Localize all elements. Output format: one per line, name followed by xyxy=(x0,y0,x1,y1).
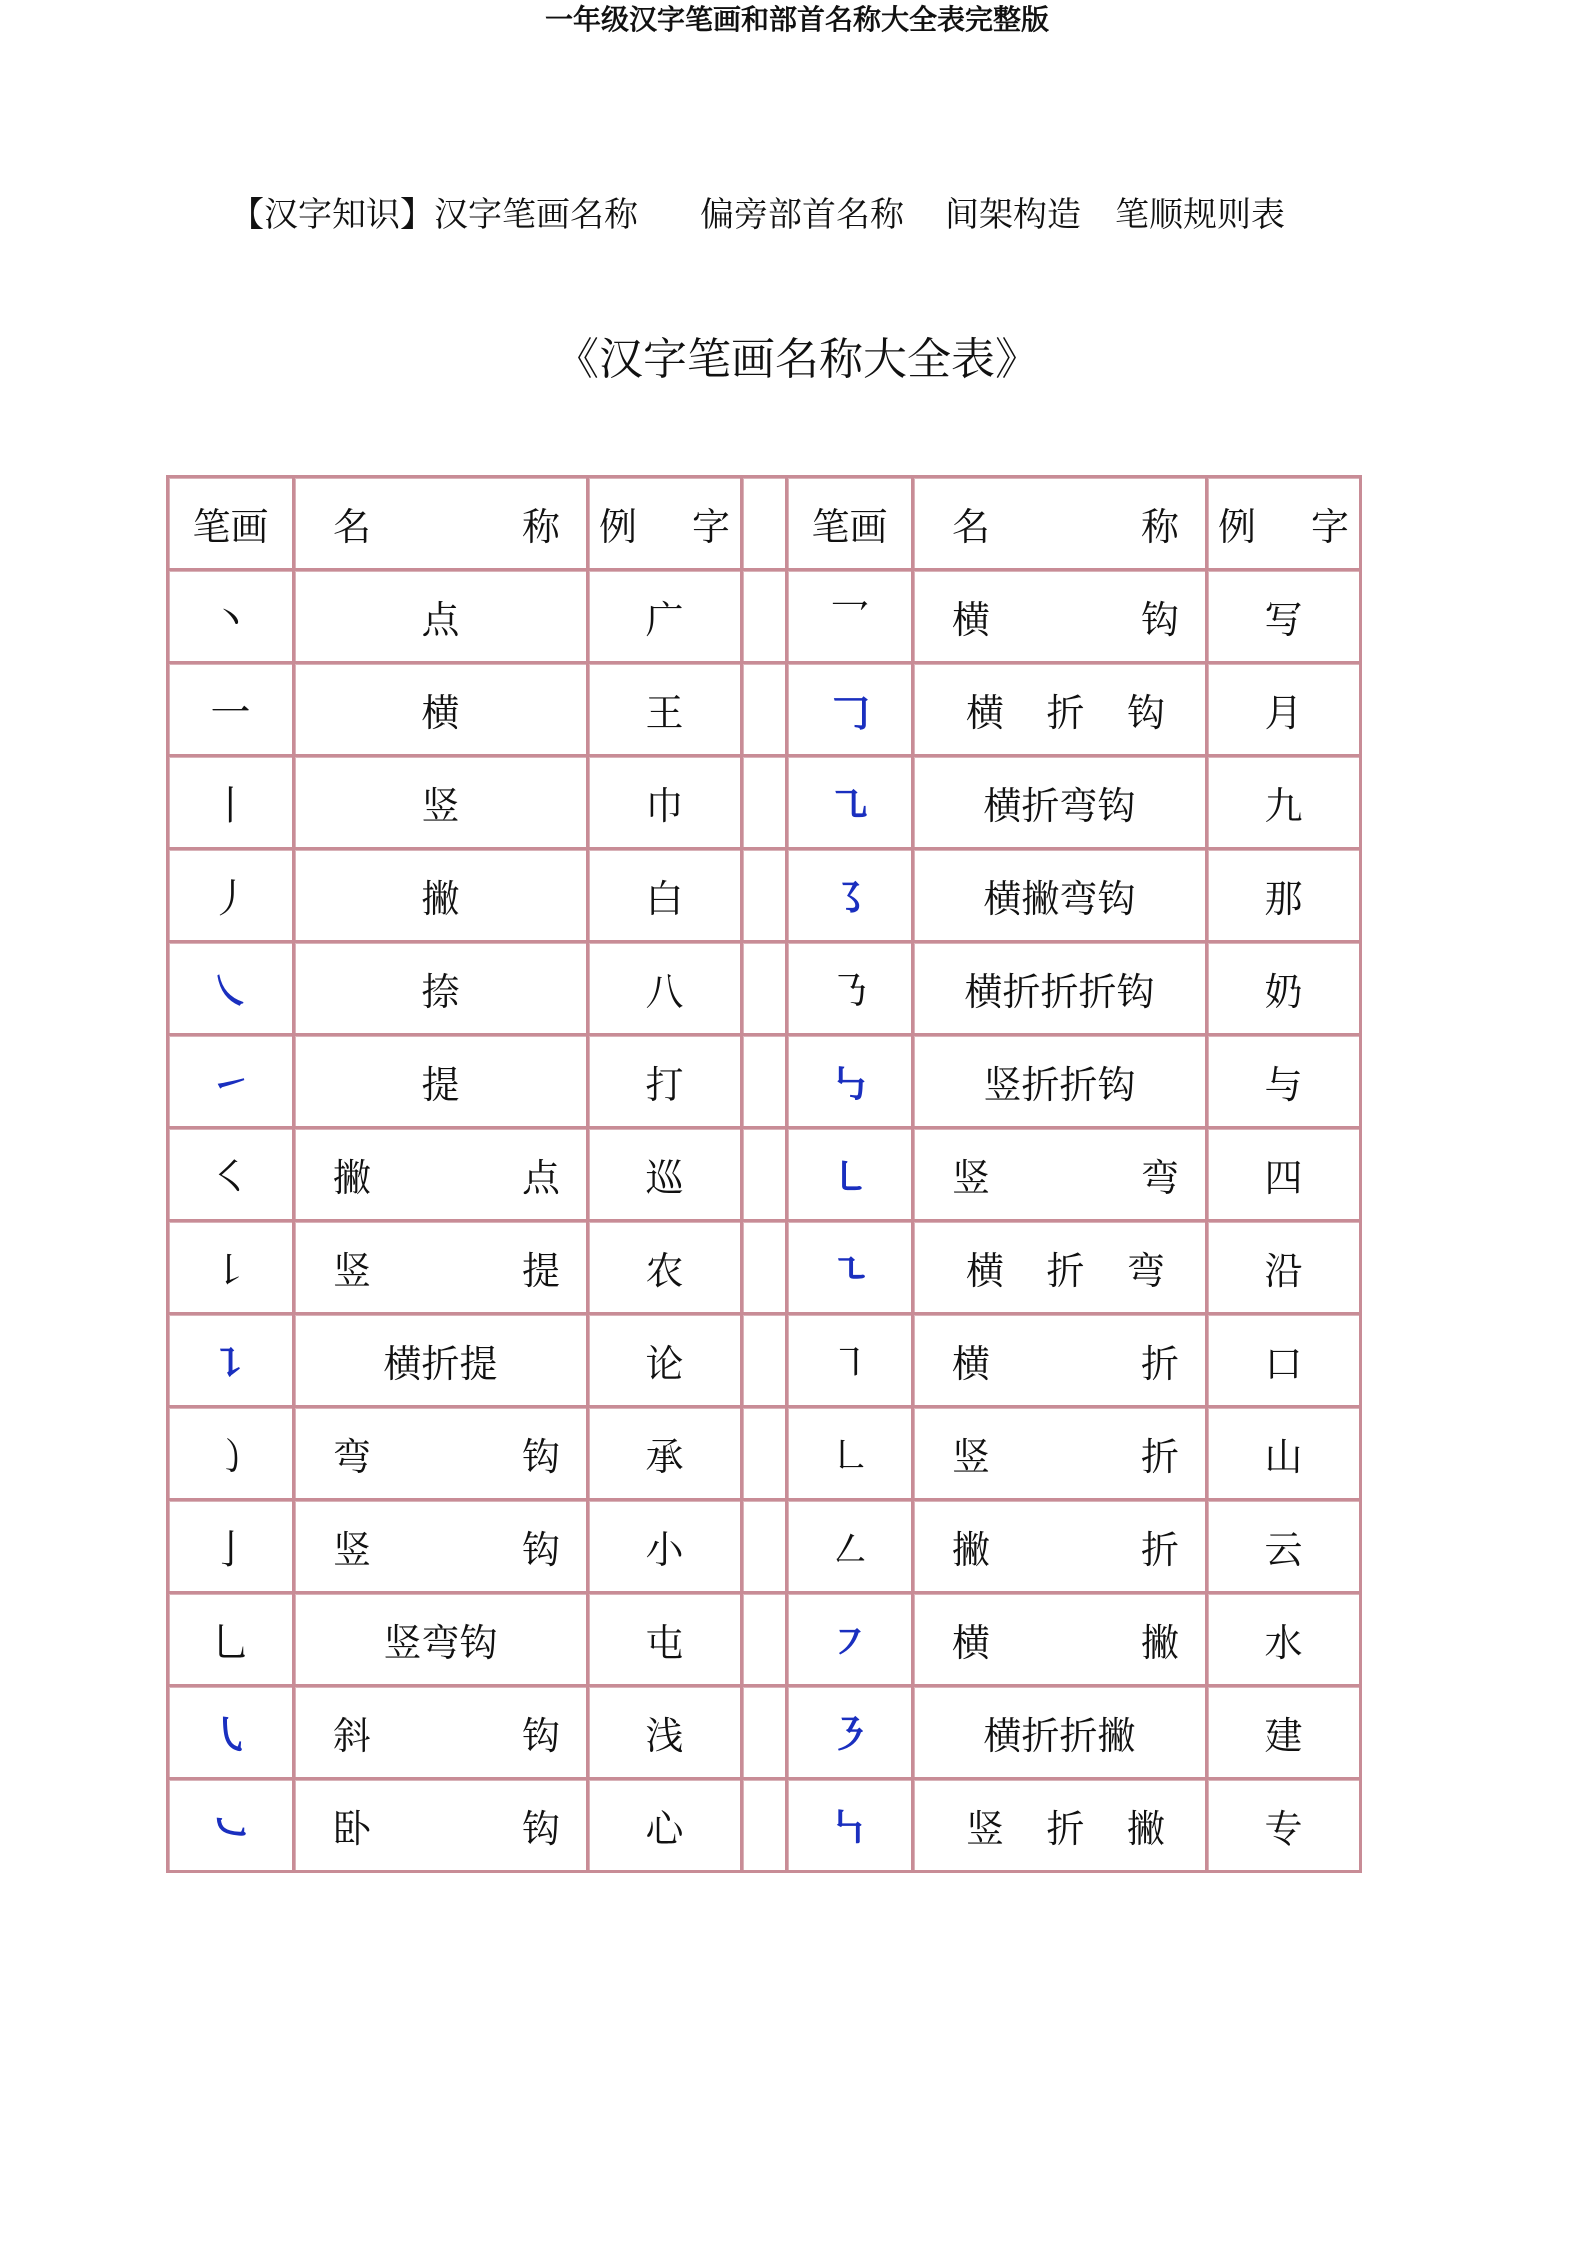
table-row xyxy=(169,1036,1362,1129)
stroke-glyph: ㇊ xyxy=(210,1340,251,1387)
stroke-glyph: ㇌ xyxy=(829,875,870,922)
example-cell xyxy=(1208,943,1362,1036)
table-row xyxy=(169,943,1362,1036)
stroke-name-cell xyxy=(914,1780,1208,1873)
stroke-name: 提 xyxy=(421,1062,460,1107)
stroke-name-cell xyxy=(295,571,589,664)
stroke-name-part: 撇 xyxy=(333,1155,372,1200)
stroke-name-cell xyxy=(914,664,1208,757)
stroke-cell xyxy=(169,1594,295,1687)
header-name-char: 称 xyxy=(521,504,560,549)
stroke-name: 横撇弯钩 xyxy=(983,876,1136,921)
stroke-name-part: 点 xyxy=(521,1155,560,1200)
example-cell xyxy=(589,664,743,757)
stroke-name-part: 竖 xyxy=(966,1806,1005,1851)
stroke-name-part: 钩 xyxy=(521,1527,560,1572)
example-cell xyxy=(1208,664,1362,757)
stroke-glyph: ㇈ xyxy=(829,782,870,829)
example-char: 四 xyxy=(1264,1155,1303,1200)
example-cell xyxy=(1208,850,1362,943)
header-example-char: 字 xyxy=(691,504,730,549)
column-gap xyxy=(743,943,788,1036)
table-row xyxy=(169,850,1362,943)
example-char: 月 xyxy=(1264,690,1303,735)
example-char: 农 xyxy=(645,1248,684,1293)
stroke-cell xyxy=(169,757,295,850)
stroke-name-cell xyxy=(295,1036,589,1129)
header-name xyxy=(914,478,1208,571)
stroke-name-cell xyxy=(295,1780,589,1873)
stroke-name-cell xyxy=(295,1315,589,1408)
stroke-name-part: 折 xyxy=(1046,1806,1085,1851)
stroke-glyph: ㇋ xyxy=(829,1712,870,1759)
stroke-cell xyxy=(169,1222,295,1315)
example-char: 沿 xyxy=(1264,1248,1303,1293)
table-row xyxy=(169,1594,1362,1687)
stroke-cell xyxy=(788,1408,914,1501)
stroke-name-part: 弯 xyxy=(333,1434,372,1479)
example-cell xyxy=(1208,1129,1362,1222)
column-gap xyxy=(743,1129,788,1222)
example-char: 专 xyxy=(1264,1806,1303,1851)
stroke-glyph: ㇜ xyxy=(829,1526,870,1573)
table-header-row xyxy=(169,478,1362,571)
example-cell xyxy=(1208,1501,1362,1594)
stroke-name-part: 钩 xyxy=(521,1434,560,1479)
table-body xyxy=(169,571,1362,1873)
stroke-glyph: ㇍ xyxy=(829,1247,870,1294)
stroke-glyph: ㇂ xyxy=(210,1712,251,1759)
stroke-name: 捺 xyxy=(421,969,460,1014)
stroke-cell xyxy=(169,1780,295,1873)
stroke-name: 竖 xyxy=(421,783,460,828)
example-char: 屯 xyxy=(645,1620,684,1665)
header-stroke: 笔画 xyxy=(788,478,914,571)
stroke-name-part: 竖 xyxy=(333,1527,372,1572)
stroke-name-part: 斜 xyxy=(333,1713,372,1758)
stroke-glyph: ㇕ xyxy=(829,1340,870,1387)
stroke-name-part: 横 xyxy=(966,1248,1005,1293)
example-cell xyxy=(1208,571,1362,664)
stroke-glyph: ㇄ xyxy=(829,1154,870,1201)
subheading-part: 【汉字知识】汉字笔画名称 xyxy=(230,195,638,235)
stroke-glyph: ㇇ xyxy=(829,1619,870,1666)
example-char: 巾 xyxy=(645,783,684,828)
stroke-name-cell xyxy=(914,1315,1208,1408)
stroke-name-cell xyxy=(914,1036,1208,1129)
column-gap xyxy=(743,1222,788,1315)
subheading-part: 笔顺规则表 xyxy=(1115,195,1285,235)
example-cell xyxy=(589,1036,743,1129)
example-char: 口 xyxy=(1264,1341,1303,1386)
stroke-cell xyxy=(788,1594,914,1687)
stroke-name-part: 折 xyxy=(1140,1434,1179,1479)
stroke-name-cell xyxy=(295,850,589,943)
stroke-cell xyxy=(788,1036,914,1129)
example-char: 九 xyxy=(1264,783,1303,828)
stroke-cell xyxy=(788,1780,914,1873)
table-row xyxy=(169,1222,1362,1315)
stroke-cell xyxy=(788,664,914,757)
stroke-name-part: 钩 xyxy=(521,1713,560,1758)
example-char: 白 xyxy=(645,876,684,921)
header-example-char: 字 xyxy=(1310,504,1349,549)
example-cell xyxy=(1208,1222,1362,1315)
stroke-glyph: ㇛ xyxy=(210,1154,251,1201)
stroke-name-part: 撇 xyxy=(1140,1620,1179,1665)
example-char: 广 xyxy=(645,597,684,642)
stroke-cell xyxy=(788,850,914,943)
example-char: 建 xyxy=(1264,1713,1303,1758)
stroke-glyph: ㇏ xyxy=(210,968,251,1015)
example-cell xyxy=(1208,1408,1362,1501)
example-cell xyxy=(589,571,743,664)
stroke-name-part: 竖 xyxy=(952,1155,991,1200)
stroke-glyph: ㇗ xyxy=(829,1433,870,1480)
example-cell xyxy=(1208,1315,1362,1408)
stroke-name: 横折弯钩 xyxy=(983,783,1136,828)
stroke-name: 撇 xyxy=(421,876,460,921)
stroke-name-part: 钩 xyxy=(521,1806,560,1851)
example-cell xyxy=(589,1780,743,1873)
example-char: 奶 xyxy=(1264,969,1303,1014)
stroke-cell xyxy=(169,1501,295,1594)
stroke-name-cell xyxy=(914,757,1208,850)
stroke-name-cell xyxy=(295,1594,589,1687)
table-row xyxy=(169,571,1362,664)
stroke-cell xyxy=(788,757,914,850)
stroke-name-part: 竖 xyxy=(952,1434,991,1479)
example-char: 山 xyxy=(1264,1434,1303,1479)
example-char: 八 xyxy=(645,969,684,1014)
example-char: 心 xyxy=(645,1806,684,1851)
example-char: 打 xyxy=(645,1062,684,1107)
table-row xyxy=(169,1501,1362,1594)
header-name xyxy=(295,478,589,571)
stroke-glyph: 乛 xyxy=(829,596,870,643)
example-cell xyxy=(589,1594,743,1687)
example-char: 与 xyxy=(1264,1062,1303,1107)
stroke-name-cell xyxy=(914,1222,1208,1315)
stroke-glyph: 一 xyxy=(210,689,251,736)
stroke-name-part: 提 xyxy=(521,1248,560,1293)
stroke-glyph: 亅 xyxy=(210,1526,251,1573)
example-cell xyxy=(1208,757,1362,850)
stroke-glyph: 丶 xyxy=(210,596,251,643)
header-example xyxy=(589,478,743,571)
stroke-name-cell xyxy=(914,1129,1208,1222)
example-char: 巡 xyxy=(645,1155,684,1200)
subheading xyxy=(230,190,1360,240)
column-gap xyxy=(743,664,788,757)
stroke-cell xyxy=(788,943,914,1036)
stroke-name: 竖弯钩 xyxy=(383,1620,498,1665)
stroke-glyph: 丨 xyxy=(210,782,251,829)
header-name-char: 名 xyxy=(333,504,372,549)
stroke-name-part: 撇 xyxy=(952,1527,991,1572)
table-row xyxy=(169,757,1362,850)
column-gap xyxy=(743,1315,788,1408)
column-gap xyxy=(743,757,788,850)
stroke-cell xyxy=(169,850,295,943)
example-char: 水 xyxy=(1264,1620,1303,1665)
example-cell xyxy=(1208,1594,1362,1687)
example-cell xyxy=(589,1687,743,1780)
example-cell xyxy=(589,1129,743,1222)
example-char: 写 xyxy=(1264,597,1303,642)
stroke-cell xyxy=(169,664,295,757)
stroke-name: 横折提 xyxy=(383,1341,498,1386)
stroke-glyph: 乚 xyxy=(210,1619,251,1666)
stroke-name-cell xyxy=(914,1687,1208,1780)
stroke-name-cell xyxy=(295,1501,589,1594)
example-cell xyxy=(589,1222,743,1315)
stroke-name-part: 折 xyxy=(1046,1248,1085,1293)
stroke-cell xyxy=(788,1687,914,1780)
stroke-name-part: 钩 xyxy=(1140,597,1179,642)
header-name-char: 称 xyxy=(1140,504,1179,549)
stroke-name-cell xyxy=(295,1129,589,1222)
column-gap xyxy=(743,1594,788,1687)
example-char: 那 xyxy=(1264,876,1303,921)
stroke-name-cell xyxy=(295,757,589,850)
example-char: 承 xyxy=(645,1434,684,1479)
stroke-name-cell xyxy=(295,664,589,757)
stroke-name-part: 卧 xyxy=(333,1806,372,1851)
stroke-name-cell xyxy=(295,1222,589,1315)
stroke-glyph: ㇃ xyxy=(210,1805,251,1852)
stroke-glyph: ㇙ xyxy=(210,1247,251,1294)
example-cell xyxy=(589,757,743,850)
column-gap xyxy=(743,1687,788,1780)
example-cell xyxy=(589,1315,743,1408)
stroke-name-cell xyxy=(914,571,1208,664)
stroke-glyph: ㇉ xyxy=(829,1061,870,1108)
stroke-glyph: 𠃌 xyxy=(829,689,870,736)
subheading-part: 偏旁部首名称 xyxy=(700,195,904,235)
stroke-cell xyxy=(169,943,295,1036)
stroke-name-part: 横 xyxy=(966,690,1005,735)
stroke-cell xyxy=(169,1408,295,1501)
stroke-cell xyxy=(169,1687,295,1780)
table-row xyxy=(169,1408,1362,1501)
example-cell xyxy=(1208,1780,1362,1873)
stroke-glyph: ㇞ xyxy=(829,1805,870,1852)
example-cell xyxy=(589,943,743,1036)
stroke-cell xyxy=(788,1501,914,1594)
column-gap xyxy=(743,1036,788,1129)
stroke-name-part: 折 xyxy=(1046,690,1085,735)
header-example-char: 例 xyxy=(599,504,638,549)
stroke-cell xyxy=(788,571,914,664)
example-char: 论 xyxy=(645,1341,684,1386)
column-gap xyxy=(743,1501,788,1594)
stroke-name: 横折折折钩 xyxy=(964,969,1155,1014)
example-char: 浅 xyxy=(645,1713,684,1758)
subheading-part: 间架构造 xyxy=(945,195,1081,235)
column-gap xyxy=(743,1780,788,1873)
stroke-cell xyxy=(169,1315,295,1408)
column-gap xyxy=(743,478,788,571)
stroke-name-table xyxy=(166,475,1362,1873)
stroke-cell xyxy=(788,1129,914,1222)
table-row xyxy=(169,1780,1362,1873)
stroke-cell xyxy=(788,1315,914,1408)
running-header: 一年级汉字笔画和部首名称大全表完整版 xyxy=(544,3,1049,36)
example-char: 小 xyxy=(645,1527,684,1572)
table-row xyxy=(169,1687,1362,1780)
stroke-name-part: 撇 xyxy=(1126,1806,1165,1851)
column-gap xyxy=(743,850,788,943)
stroke-name-part: 弯 xyxy=(1126,1248,1165,1293)
column-gap xyxy=(743,571,788,664)
stroke-name-cell xyxy=(914,943,1208,1036)
stroke-name-part: 折 xyxy=(1140,1527,1179,1572)
stroke-name-part: 横 xyxy=(952,1620,991,1665)
example-char: 王 xyxy=(645,690,684,735)
column-gap xyxy=(743,1408,788,1501)
stroke-glyph: ㇁ xyxy=(210,1433,251,1480)
stroke-name-cell xyxy=(914,1408,1208,1501)
stroke-name: 横折折撇 xyxy=(983,1713,1136,1758)
stroke-name-part: 竖 xyxy=(333,1248,372,1293)
stroke-name-cell xyxy=(295,1687,589,1780)
stroke-glyph: ㇀ xyxy=(210,1061,251,1108)
header-example-char: 例 xyxy=(1218,504,1257,549)
stroke-name-part: 横 xyxy=(952,1341,991,1386)
stroke-name: 点 xyxy=(421,597,460,642)
example-cell xyxy=(1208,1687,1362,1780)
stroke-name: 竖折折钩 xyxy=(983,1062,1136,1107)
stroke-name-part: 钩 xyxy=(1126,690,1165,735)
example-cell xyxy=(589,1501,743,1594)
table-row xyxy=(169,664,1362,757)
stroke-name: 横 xyxy=(421,690,460,735)
stroke-cell xyxy=(788,1222,914,1315)
table-row xyxy=(169,1315,1362,1408)
stroke-cell xyxy=(169,1129,295,1222)
header-stroke: 笔画 xyxy=(169,478,295,571)
stroke-name-cell xyxy=(914,1501,1208,1594)
stroke-name-cell xyxy=(295,1408,589,1501)
stroke-name-part: 折 xyxy=(1140,1341,1179,1386)
example-char: 云 xyxy=(1264,1527,1303,1572)
stroke-name-part: 横 xyxy=(952,597,991,642)
stroke-name-cell xyxy=(914,850,1208,943)
stroke-cell xyxy=(169,571,295,664)
stroke-name-part: 弯 xyxy=(1140,1155,1179,1200)
header-example xyxy=(1208,478,1362,571)
stroke-glyph: 丿 xyxy=(210,875,251,922)
page-title: 《汉字笔画名称大全表》 xyxy=(555,334,1039,385)
example-cell xyxy=(1208,1036,1362,1129)
example-cell xyxy=(589,850,743,943)
stroke-name-cell xyxy=(295,943,589,1036)
stroke-glyph: ㇡ xyxy=(829,968,870,1015)
table-row xyxy=(169,1129,1362,1222)
header-name-char: 名 xyxy=(952,504,991,549)
example-cell xyxy=(589,1408,743,1501)
stroke-cell xyxy=(169,1036,295,1129)
stroke-name-cell xyxy=(914,1594,1208,1687)
